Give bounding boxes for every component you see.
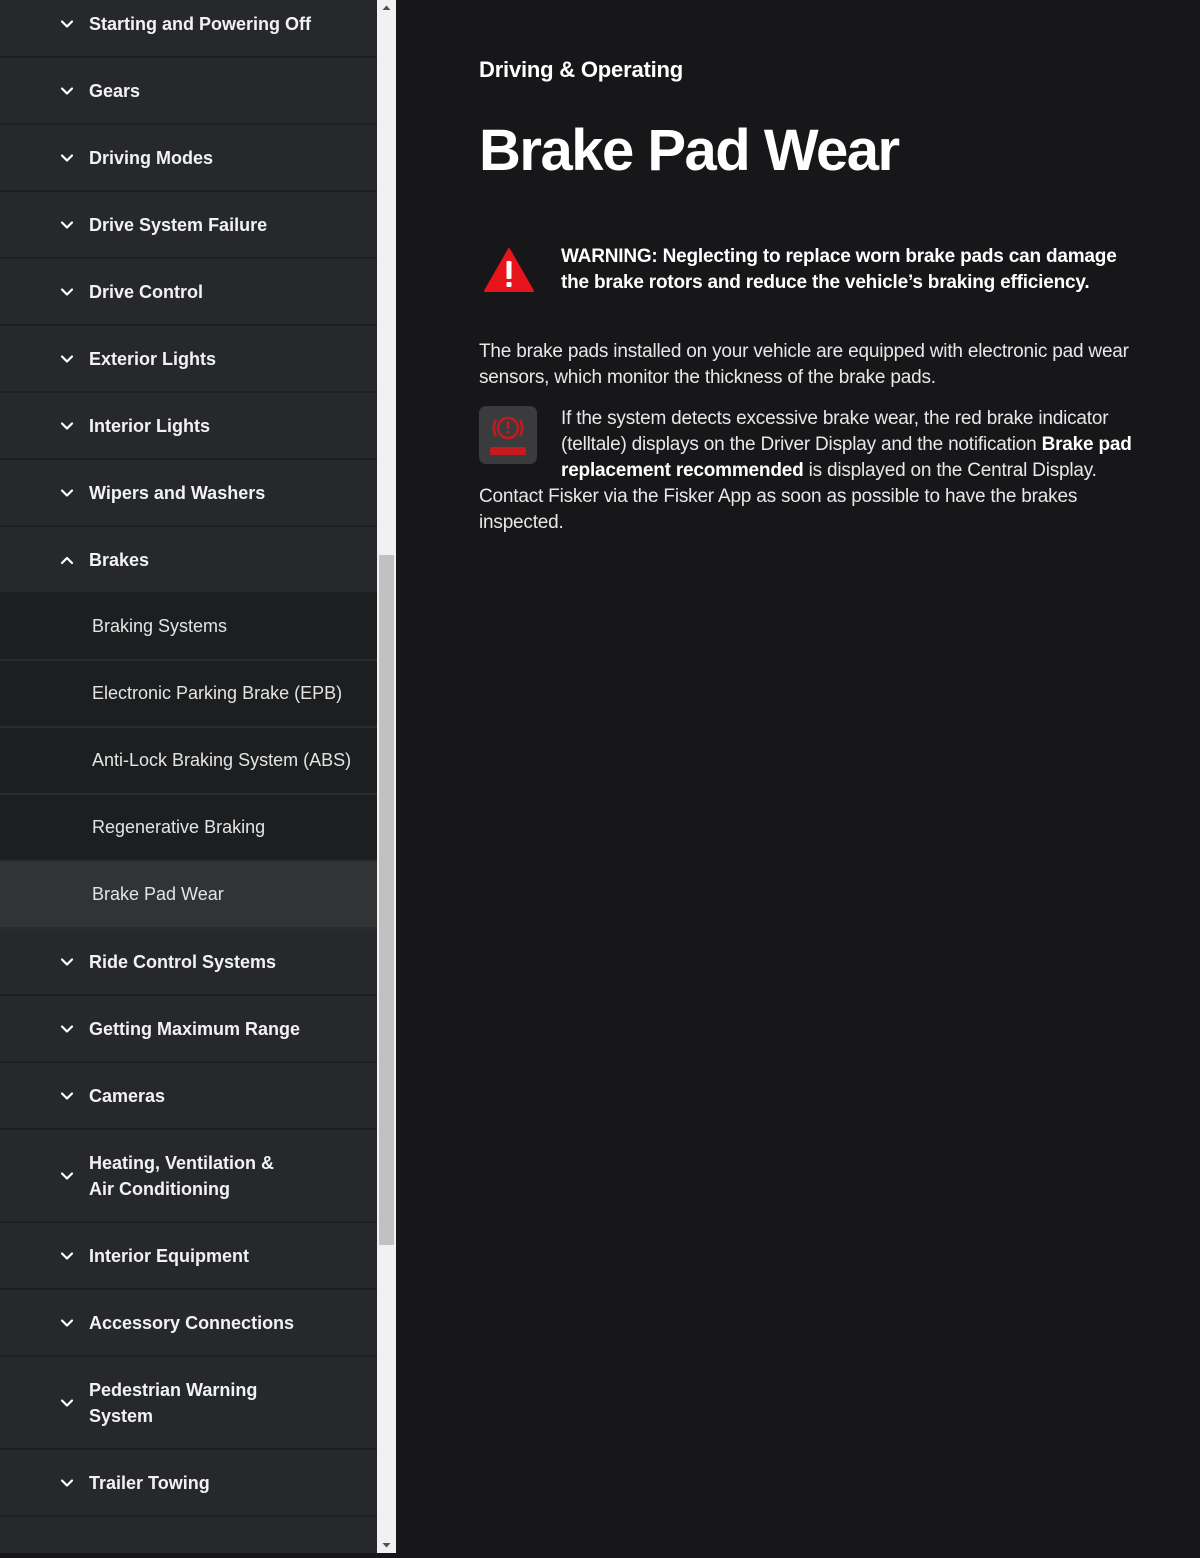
sidebar-item-label: Gears — [89, 80, 141, 101]
chevron-down-icon — [60, 1318, 74, 1328]
warning-message: WARNING: Neglecting to replace worn brake pads can damage the brake rotors and reduce the vehicle’s braking efficiency. — [561, 246, 1117, 293]
chevron-down-icon — [60, 488, 74, 498]
sidebar-item-trailer-towing[interactable] — [0, 1450, 377, 1517]
sidebar-item-label: Anti-Lock Braking System (ABS) — [92, 750, 352, 770]
chevron-down-icon — [60, 287, 74, 297]
chevron-down-icon — [60, 1024, 74, 1034]
section-heading: Driving & Operating — [479, 57, 683, 82]
sidebar-item-label: Regenerative Braking — [92, 817, 266, 837]
page-title: Brake Pad Wear — [479, 118, 899, 183]
sidebar-item-label: Electronic Parking Brake (EPB) — [92, 683, 343, 703]
chevron-up-icon — [60, 555, 74, 565]
sidebar-item-starting-and-powering-off[interactable] — [0, 0, 377, 58]
sidebar-item-label: Wipers and Washers — [89, 482, 266, 503]
sidebar-item-brakes[interactable] — [0, 527, 377, 594]
scroll-down-arrow-icon[interactable] — [377, 1536, 396, 1553]
sidebar-item-label: Driving Modes — [89, 147, 214, 168]
sidebar-item-label: Brake Pad Wear — [92, 884, 224, 904]
sidebar-item-label: Interior Lights — [89, 415, 210, 436]
chevron-down-icon — [60, 19, 74, 29]
brake-telltale-icon — [479, 406, 537, 464]
scroll-thumb[interactable] — [379, 555, 394, 1245]
telltale-paragraph — [479, 406, 1139, 536]
sidebar-item-accessory-connections[interactable] — [0, 1290, 377, 1357]
telltale-text-after: is displayed on the Central Display. Contact Fisker via the Fisker App as soon as possible to have the brakes inspected. — [479, 460, 1097, 533]
sidebar-item-cameras[interactable] — [0, 1063, 377, 1130]
sidebar-item-label: Trailer Towing — [89, 1472, 210, 1493]
telltale-text-before: If the system detects excessive brake wear, the red brake indicator (telltale) displays on the Driver Display and the notification — [561, 408, 1109, 455]
sidebar-item-interior-equipment[interactable] — [0, 1223, 377, 1290]
sidebar-item-wipers-and-washers[interactable] — [0, 460, 377, 527]
sidebar-item-regenerative-braking[interactable] — [0, 795, 377, 862]
chevron-down-icon — [60, 220, 74, 230]
sidebar-item-electronic-parking-brake-epb[interactable] — [0, 661, 377, 728]
sidebar-item-label: Getting Maximum Range — [89, 1018, 301, 1039]
sidebar-item-label: Accessory Connections — [89, 1312, 295, 1333]
chevron-down-icon — [60, 86, 74, 96]
sidebar-item-label: Brakes — [89, 549, 150, 570]
sidebar-item-exterior-lights[interactable] — [0, 326, 377, 393]
chevron-down-icon — [60, 1251, 74, 1261]
sidebar-item-brake-pad-wear[interactable] — [0, 862, 377, 929]
sidebar-item-label: Interior Equipment — [89, 1245, 250, 1266]
sidebar-item-interior-lights[interactable] — [0, 393, 377, 460]
sidebar-item-driving-modes[interactable] — [0, 125, 377, 192]
chevron-down-icon — [60, 354, 74, 364]
sidebar-item-drive-control[interactable] — [0, 259, 377, 326]
sidebar-item-getting-maximum-range[interactable] — [0, 996, 377, 1063]
sidebar-item-label: Heating, Ventilation & Air Conditioning — [89, 1152, 275, 1199]
chevron-down-icon — [60, 1171, 74, 1181]
sidebar-item-label: Drive Control — [89, 281, 204, 302]
sidebar-item-label: Drive System Failure — [89, 214, 268, 235]
sidebar-item-anti-lock-braking-system-abs[interactable] — [0, 728, 377, 795]
sidebar-item-label: Pedestrian Warning System — [89, 1379, 258, 1426]
chevron-down-icon — [60, 153, 74, 163]
sidebar-item-label: Ride Control Systems — [89, 951, 277, 972]
sidebar-item-heating-ventilation-air-conditioning[interactable] — [0, 1130, 377, 1223]
sidebar-item-label: Braking Systems — [92, 616, 228, 636]
sidebar-item-label: Starting and Powering Off — [89, 13, 312, 34]
chevron-down-icon — [60, 421, 74, 431]
sidebar-item-pedestrian-warning-system[interactable] — [0, 1357, 377, 1450]
sidebar-item-ride-control-systems[interactable] — [0, 929, 377, 996]
sidebar-scrollbar[interactable] — [377, 0, 396, 1553]
body-paragraph: The brake pads installed on your vehicle are equipped with electronic pad wear sensors, which monitor the thickness of the brake pads. — [479, 341, 1129, 388]
chevron-down-icon — [60, 1398, 74, 1408]
sidebar-item-braking-systems[interactable] — [0, 594, 377, 661]
chevron-down-icon — [60, 957, 74, 967]
sidebar-item-label: Exterior Lights — [89, 348, 217, 369]
scroll-up-arrow-icon[interactable] — [377, 0, 396, 17]
sidebar-nav — [0, 0, 377, 1553]
notification-name: Brake pad replacement recommended — [561, 434, 1132, 481]
chevron-down-icon — [60, 1091, 74, 1101]
warning-triangle-icon — [483, 247, 535, 293]
sidebar-item-label: Cameras — [89, 1085, 166, 1106]
chevron-down-icon — [60, 1478, 74, 1488]
sidebar-item-gears[interactable] — [0, 58, 377, 125]
sidebar-item-drive-system-failure[interactable] — [0, 192, 377, 259]
